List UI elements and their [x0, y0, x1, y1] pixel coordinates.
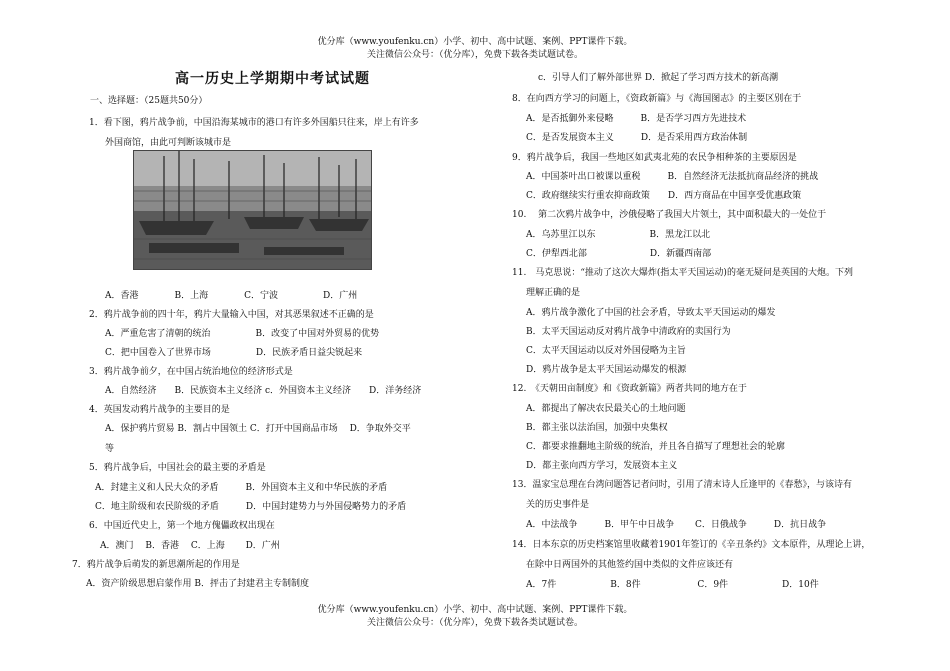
answer-options: C．都要求推翻地主阶级的统治，并且各自描写了理想社会的轮廓: [526, 442, 785, 452]
answer-options: A．香港 B．上海 C．宁波 D．广州: [105, 291, 358, 301]
section-heading: 一、选择题：（25题共50分）: [90, 96, 208, 106]
question-text: 7．鸦片战争后萌发的新思潮所起的作用是: [72, 560, 240, 570]
question-text: 5．鸦片战争后，中国社会的最主要的矛盾是: [89, 463, 266, 473]
answer-options: A．中法战争 B．甲午中日战争 C．日俄战争 D．抗日战争: [526, 520, 827, 530]
answer-options: C．太平天国运动以反对外国侵略为主旨: [526, 346, 686, 356]
question-text: 4．英国发动鸦片战争的主要目的是: [89, 405, 230, 415]
answer-options: B．太平天国运动反对鸦片战争中清政府的卖国行为: [526, 327, 731, 337]
answer-options: C．是否发展资本主义 D．是否采用西方政治体制: [526, 133, 748, 143]
question-text: 10. 第二次鸦片战争中，沙俄侵略了我国大片领土，其中面积最大的一处位于: [512, 210, 827, 220]
answer-options: C．把中国卷入了世界市场 D．民族矛盾日益尖锐起来: [105, 348, 363, 358]
answer-options: B．都主张以法治国，加强中央集权: [526, 423, 668, 433]
question-text: 外国商馆，由此可判断该城市是: [105, 138, 232, 148]
question-text: 2．鸦片战争前的四十年，鸦片大量输入中国，对其恶果叙述不正确的是: [89, 310, 374, 320]
harbor-illustration: [133, 150, 372, 270]
question-text: 理解正确的是: [526, 288, 581, 298]
question-text: 11. 马克思说：“推动了这次大爆炸(指太平天国运动)的毫无疑问是英国的大炮。下列: [512, 268, 853, 278]
answer-options: 等: [105, 444, 115, 454]
answer-options: A．7件 B．8件 C．9件 D．10件: [526, 580, 819, 590]
answer-options: A．资产阶级思想启蒙作用 B．抨击了封建君主专制制度: [86, 579, 309, 589]
answer-options: C．政府继续实行重农抑商政策 D．西方商品在中国享受优惠政策: [526, 191, 802, 201]
question-text: 13．温家宝总理在台湾问题答记者问时，引用了清末诗人丘逢甲的《春愁》，与该诗有: [512, 480, 852, 490]
answer-options: A．鸦片战争激化了中国的社会矛盾，导致太平天国运动的爆发: [526, 308, 776, 318]
footer-line-2: 关注微信公众号：（优分库），免费下载各类试题试卷。: [366, 618, 583, 628]
question-text: 关的历史事件是: [526, 500, 590, 510]
question-text: 12. 《天朝田亩制度》和《资政新篇》两者共同的地方在于: [512, 384, 747, 394]
answer-options: D．鸦片战争是太平天国运动爆发的根源: [526, 365, 687, 375]
answer-options: A．中国茶叶出口被课以重税 B．自然经济无法抵抗商品经济的挑战: [526, 172, 819, 182]
page-footer: [0, 604, 950, 630]
answer-options: A．保护鸦片贸易 B．割占中国领土 C．打开中国商品市场 D．争取外交平: [105, 424, 411, 434]
answer-options: A．澳门 B．香港 C．上海 D．广州: [100, 541, 280, 551]
answer-options: A．都提出了解决农民最关心的土地问题: [526, 404, 686, 414]
question-text: 6．中国近代史上，第一个地方傀儡政权出现在: [89, 521, 275, 531]
question-text: 14．日本东京的历史档案馆里收藏着1901年签订的《辛丑条约》文本原件，从理论上讲，: [512, 540, 871, 550]
question-text: 3．鸦片战争前夕，在中国占统治地位的经济形式是: [89, 367, 293, 377]
answer-options: A．严重危害了清朝的统治 B．改变了中国对外贸易的优势: [105, 329, 380, 339]
header-line-1: 优分库（www.youfenku.cn）小学、初中、高中试题、案例、PPT课件下载。: [317, 37, 633, 47]
question-text: 8．在向西方学习的问题上，《资政新篇》与《海国图志》的主要区别在于: [512, 94, 802, 104]
answer-options: C．地主阶级和农民阶级的矛盾 D．中国封建势力与外国侵略势力的矛盾: [95, 502, 407, 512]
answer-options: A．自然经济 B．民族资本主义经济 c．外国资本主义经济 D．洋务经济: [105, 386, 422, 396]
answer-options: c．引导人们了解外部世界 D．掀起了学习西方技术的新高潮: [538, 73, 779, 83]
question-text: 1．看下图，鸦片战争前，中国沿海某城市的港口有许多外国船只往来，岸上有许多: [89, 118, 419, 128]
answer-options: A．乌苏里江以东 B．黑龙江以北: [526, 230, 711, 240]
header-line-2: 关注微信公众号：（优分库），免费下载各类试题试卷。: [366, 50, 583, 60]
answer-options: C．伊犁西北部 D．新疆西南部: [526, 249, 712, 259]
answer-options: D．都主张向西方学习，发展资本主义: [526, 461, 678, 471]
exam-title: 高一历史上学期期中考试试题: [175, 71, 370, 87]
page-header: [0, 36, 950, 62]
harbor-scene-image: [134, 151, 371, 269]
answer-options: A．是否抵御外来侵略 B．是否学习西方先进技术: [526, 114, 747, 124]
footer-line-1: 优分库（www.youfenku.cn）小学、初中、高中试题、案例、PPT课件下载。: [317, 605, 633, 615]
answer-options: A．封建主义和人民大众的矛盾 B．外国资本主义和中华民族的矛盾: [95, 483, 388, 493]
question-text: 在除中日两国外的其他签约国中类似的文件应该还有: [526, 560, 734, 570]
question-text: 9．鸦片战争后，我国一些地区如武夷北苑的农民争相种茶的主要原因是: [512, 153, 797, 163]
